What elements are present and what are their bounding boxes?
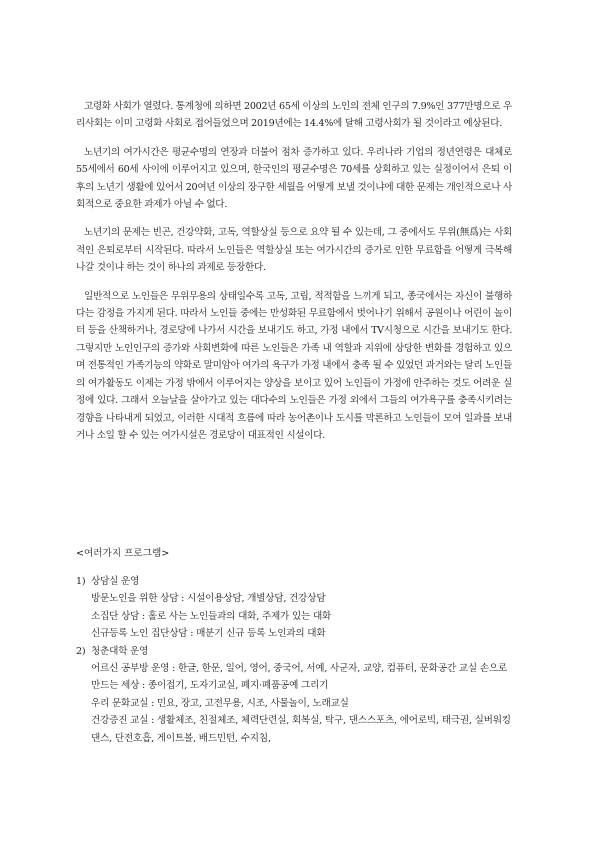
program-item: 소집단 상담 : 홀로 사는 노인들과의 대화, 주제가 있는 대화	[91, 610, 332, 622]
program-title: 청춘대학 운영	[91, 645, 149, 657]
program-item: 어르신 공부방 운영 : 한글, 한문, 일어, 영어, 중국어, 서예, 사군자, 교양, 컴퓨터, 문화공간 교실 손으로 만드는 세상 : 종이접기, 도자기교실, 폐지·폐품공예 그리기	[91, 663, 507, 692]
program-heading	[76, 643, 512, 660]
program-heading	[76, 573, 512, 590]
program-item: 건강증진 교실 : 생활체조, 친절체조, 체력단련실, 회복실, 탁구, 댄스스포츠, 에어로빅, 태극권, 실버워킹댄스, 단전호흡, 게이트볼, 배드민턴, 수지침,	[91, 715, 511, 744]
paragraph-aging-society: 고령화 사회가 열렸다. 통계청에 의하면 2002년 65세 이상의 노인의 전체 인구의 7.9%인 377만명으로 우리사회는 이미 고령화 사회로 접어들었으며 2019년에는 14.4%에 달해 고령사회가 될 것이라고 예상된다.	[76, 101, 512, 130]
program-number: 1)	[76, 576, 86, 587]
program-title: 상담실 운영	[91, 576, 140, 587]
program-item: 우리 문화교실 : 민요, 장고, 고전무용, 시조, 사물놀이, 노래교실	[91, 697, 349, 709]
section-title: <여러가지 프로그램>	[76, 548, 170, 559]
paragraph-leisure-facilities: 일반적으로 노인들은 무위무용의 상태일수록 고독, 고립, 적적함을 느끼게 되고, 종국에서는 자신이 불행하다는 감정을 가지게 된다. 따라서 노인들 중에는 만성화된 무료함에서 벗어나기 위해서 공원이나 어린이 놀이터 등을 산책하거나, 경로당에 나가서 시간을 보내기도 하고, 가정 내에서 TV시청으로 시간을 보내기도 한다. 그렇지만 노인인구의 증가와 사회변화에 따른 노인들은 가족 내 역할과 지위에 상당한 변화를 경험하고 있으며 전통적인 가족기능의 약화로 말미암아 여가의 욕구가 가정 내에서 충족 될 수 있었던 과거와는 달리 노인들의 여가활동도 이제는 가정 밖에서 이루어지는 양상을 보이고 있어 노인들이 가정에 안주하는 것도 어려운 실정에 있다. 그래서 오늘날을 살아가고 있는 대다수의 노인들은 가정 외에서 그들의 여가욕구를 충족시키려는 경향을 나타내게 되었고, 이러한 시대적 흐름에 따라 농어촌이나 도시를 막론하고 노인들이 모여 일과를 보내거나 소일 할 수 있는 여가시설은 경로당이 대표적인 시설이다.	[76, 290, 512, 441]
program-list	[76, 573, 512, 747]
program-item: 신규등록 노인 집단상담 : 매분기 신규 등록 노인과의 대화	[91, 628, 326, 640]
body-text	[76, 98, 512, 455]
program-item: 방문노인을 위한 상담 : 시설이용상담, 개별상담, 건강상담	[91, 593, 326, 605]
paragraph-leisure-time: 노년기의 여가시간은 평균수명의 연장과 더불어 점차 증가하고 있다. 우리나라 기업의 정년연령은 대체로 55세에서 60세 사이에 이루어지고 있으며, 한국인의 평균수명은 70세를 상회하고 있는 실정이어서 은퇴 이후의 노년기 생활에 있어서 20여년 이상의 장구한 세월을 어떻게 보낼 것이냐에 대한 문제는 개인적으로나 사회적으로 중요한 과제가 아닐 수 없다.	[76, 146, 512, 211]
paragraph-elderly-problems: 노년기의 문제는 빈곤, 건강약화, 고독, 역할상실 등으로 요약 될 수 있는데, 그 중에서도 무위(無爲)는 사회적인 은퇴로부터 시작된다. 따라서 노인들은 역할상실 또는 여가시간의 증가로 인한 무료함을 어떻게 극복해 나갈 것이냐 하는 것이 하나의 과제로 등장한다.	[76, 227, 512, 274]
program-number: 2)	[76, 645, 86, 657]
